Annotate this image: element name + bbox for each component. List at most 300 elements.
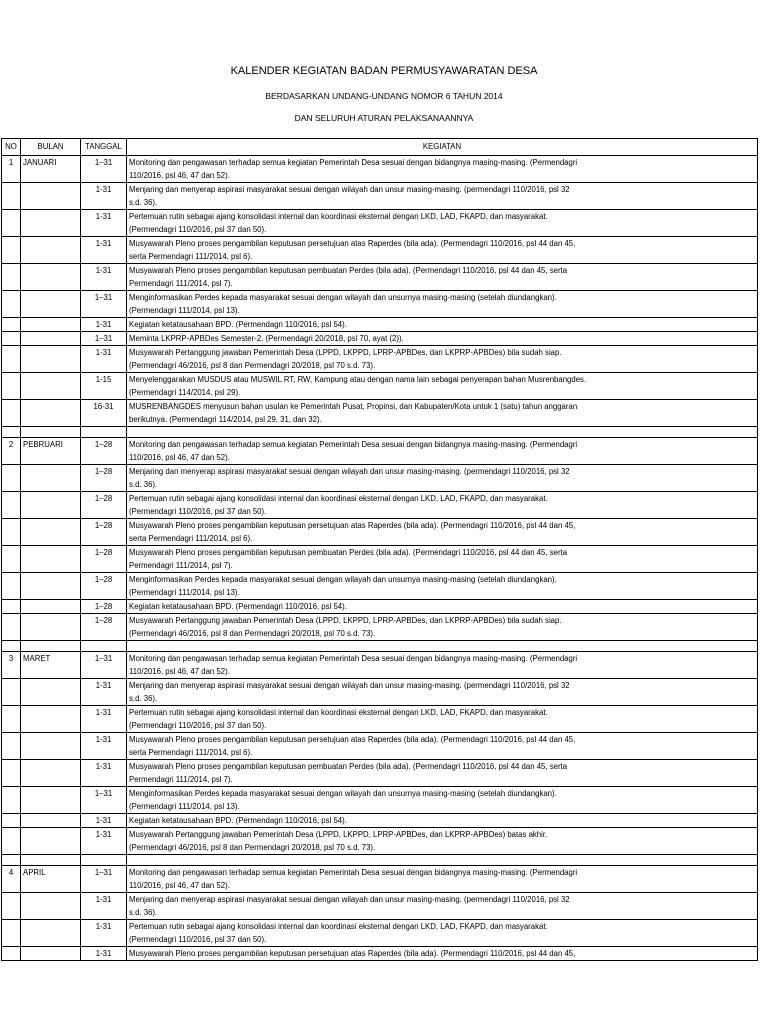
row-month (21, 746, 81, 760)
row-activity: Menjaring dan menyerap aspirasi masyarakat sesuai dengan wilayah dan unsur masing-masing. (permendagri 110/2016, psl 32 (127, 893, 758, 907)
row-number (2, 559, 21, 573)
row-number (2, 332, 21, 346)
row-month (21, 373, 81, 387)
row-date-range (81, 505, 127, 519)
row-date-range: 1–31 (81, 866, 127, 880)
row-number (2, 614, 21, 628)
row-date-range (81, 277, 127, 291)
row-month (21, 692, 81, 706)
empty-cell (127, 855, 758, 866)
row-date-range (81, 196, 127, 210)
row-date-range: 1-31 (81, 733, 127, 747)
row-activity: Musyawarah Pleno proses pengambilan keputusan pembuatan Perdes (bila ada). (Permendagri 110/2016, psl 44 dan 45, serta (127, 760, 758, 774)
row-activity: Musyawarah Pleno proses pengambilan keputusan persetujuan atas Raperdes (bila ada). (Permendagri 110/2016, psl 44 dan 45, (127, 733, 758, 747)
row-activity: MUSRENBANGDES menyusun bahan usulan ke Pemerintah Pusat, Propinsi, dan Kabupaten/Kota untuk 1 (satu) tahun anggaran (127, 400, 758, 414)
row-activity: (Permendagri 111/2014, psl 13). (127, 800, 758, 814)
column-header-bulan: BULAN (21, 139, 81, 156)
table-row (2, 546, 758, 560)
table-row (2, 773, 758, 787)
table-row (2, 920, 758, 934)
row-activity: Musyawarah Pertanggung jawaban Pemerintah Desa (LPPD, LKPPD, LPRP-APBDes, dan LKPRP-APBDes) batas akhir. (127, 828, 758, 842)
row-date-range (81, 359, 127, 373)
row-activity: Monitoring dan pengawasan terhadap semua kegiatan Pemerintah Desa sesuai dengan bidangnya masing-masing. (Permendagri (127, 866, 758, 880)
row-date-range (81, 933, 127, 947)
row-activity: Musyawarah Pleno proses pengambilan keputusan pembuatan Perdes (bila ada). (Permendagri 110/2016, psl 44 dan 45, serta (127, 546, 758, 560)
row-number: 2 (2, 438, 21, 452)
row-month (21, 465, 81, 479)
row-month: PEBRUARI (21, 438, 81, 452)
row-month (21, 627, 81, 641)
row-month (21, 814, 81, 828)
row-number (2, 665, 21, 679)
row-number (2, 237, 21, 251)
table-body (2, 156, 758, 961)
row-date-range: 1-31 (81, 814, 127, 828)
table-row (2, 532, 758, 546)
row-month (21, 773, 81, 787)
row-number (2, 451, 21, 465)
row-date-range: 1–28 (81, 519, 127, 533)
table-row (2, 264, 758, 278)
table-row (2, 156, 758, 170)
row-month (21, 841, 81, 855)
table-row (2, 652, 758, 666)
row-date-range (81, 451, 127, 465)
table-row (2, 719, 758, 733)
row-date-range (81, 627, 127, 641)
empty-cell (2, 855, 21, 866)
row-month (21, 386, 81, 400)
row-activity: 110/2016, psl 46, 47 dan 52). (127, 879, 758, 893)
row-date-range: 1–28 (81, 614, 127, 628)
column-header-no: NO (2, 139, 21, 156)
row-number (2, 828, 21, 842)
table-row (2, 332, 758, 346)
column-header-kegiatan: KEGIATAN (127, 139, 758, 156)
table-row (2, 614, 758, 628)
row-date-range: 1–31 (81, 652, 127, 666)
row-month: MARET (21, 652, 81, 666)
row-date-range (81, 169, 127, 183)
row-activity: Musyawarah Pertanggung jawaban Pemerintah Desa (LPPD, LKPPD, LPRP-APBDes, dan LKPRP-APBDes) bila sudah siap. (127, 346, 758, 360)
empty-cell (81, 427, 127, 438)
row-activity: (Permendagri 111/2014, psl 13). (127, 304, 758, 318)
table-row (2, 760, 758, 774)
row-number (2, 627, 21, 641)
row-number (2, 505, 21, 519)
row-activity: s.d. 36). (127, 692, 758, 706)
row-date-range (81, 559, 127, 573)
row-date-range: 1-31 (81, 706, 127, 720)
row-month (21, 546, 81, 560)
row-number (2, 492, 21, 506)
row-activity: s.d. 36). (127, 906, 758, 920)
table-row (2, 346, 758, 360)
row-number (2, 277, 21, 291)
row-activity: Menjaring dan menyerap aspirasi masyarakat sesuai dengan wilayah dan unsur masing-masing. (permendagri 110/2016, psl 32 (127, 465, 758, 479)
row-number (2, 933, 21, 947)
row-month (21, 210, 81, 224)
row-number (2, 760, 21, 774)
row-month (21, 600, 81, 614)
empty-cell (2, 641, 21, 652)
row-month (21, 947, 81, 961)
table-row (2, 277, 758, 291)
row-activity: s.d. 36). (127, 196, 758, 210)
table-row (2, 183, 758, 197)
row-activity: Menginformasikan Perdes kepada masyarakat sesuai dengan wilayah dan unsurnya masing-masing (setelah diundangkan). (127, 573, 758, 587)
row-number (2, 373, 21, 387)
row-date-range (81, 386, 127, 400)
row-month (21, 706, 81, 720)
table-row (2, 505, 758, 519)
row-activity: Monitoring dan pengawasan terhadap semua kegiatan Pemerintah Desa sesuai dengan bidangnya masing-masing. (Permendagri (127, 438, 758, 452)
row-date-range (81, 841, 127, 855)
row-date-range: 1-31 (81, 893, 127, 907)
row-number (2, 719, 21, 733)
row-activity: (Permendagri 110/2016, psl 37 dan 50). (127, 719, 758, 733)
table-row (2, 933, 758, 947)
table-row (2, 800, 758, 814)
row-number (2, 264, 21, 278)
row-number (2, 183, 21, 197)
row-date-range (81, 413, 127, 427)
row-activity: Permendagri 111/2014, psl 7). (127, 277, 758, 291)
row-number (2, 800, 21, 814)
row-number (2, 478, 21, 492)
table-row (2, 879, 758, 893)
table-row (2, 665, 758, 679)
table-row (2, 679, 758, 693)
row-number (2, 773, 21, 787)
row-month (21, 719, 81, 733)
row-month: JANUARI (21, 156, 81, 170)
row-activity: (Permendagri 110/2016, psl 37 dan 50). (127, 933, 758, 947)
row-number (2, 223, 21, 237)
row-date-range: 1-31 (81, 318, 127, 332)
row-date-range: 1-31 (81, 183, 127, 197)
row-month (21, 413, 81, 427)
row-date-range (81, 879, 127, 893)
document-title: KALENDER KEGIATAN BADAN PERMUSYAWARATAN DESA (230, 65, 538, 77)
month-spacer-row (2, 855, 758, 866)
row-date-range: 1-31 (81, 264, 127, 278)
row-date-range: 1-31 (81, 237, 127, 251)
table-row (2, 573, 758, 587)
month-spacer-row (2, 641, 758, 652)
row-month (21, 800, 81, 814)
row-number (2, 546, 21, 560)
row-number (2, 906, 21, 920)
row-date-range: 1–31 (81, 332, 127, 346)
row-activity: Menjaring dan menyerap aspirasi masyarakat sesuai dengan wilayah dan unsur masing-masing. (permendagri 110/2016, psl 32 (127, 183, 758, 197)
row-month (21, 586, 81, 600)
row-number (2, 210, 21, 224)
table-row (2, 373, 758, 387)
row-number (2, 169, 21, 183)
row-activity: (Permendagri 114/2014, psl 29). (127, 386, 758, 400)
row-number (2, 359, 21, 373)
row-date-range (81, 250, 127, 264)
row-number (2, 787, 21, 801)
row-month (21, 223, 81, 237)
row-number: 3 (2, 652, 21, 666)
table-row (2, 400, 758, 414)
row-activity: berikutnya. (Permendagri 114/2014, psl 29, 31, dan 32). (127, 413, 758, 427)
row-date-range: 1-31 (81, 920, 127, 934)
row-activity: Kegiatan ketatausahaan BPD. (Permendagri 110/2016, psl 54). (127, 600, 758, 614)
empty-cell (81, 855, 127, 866)
table-row (2, 250, 758, 264)
row-month (21, 933, 81, 947)
row-date-range: 1-31 (81, 828, 127, 842)
row-month (21, 679, 81, 693)
row-month (21, 400, 81, 414)
row-activity: Pertemuan rutin sebagai ajang konsolidasi internal dan koordinasi eksternal dengan LKD, LAD, FKAPD, dan masyarakat. (127, 492, 758, 506)
row-activity: Musyawarah Pleno proses pengambilan keputusan persetujuan atas Raperdes (bila ada). (Permendagri 110/2016, psl 44 dan 45, (127, 237, 758, 251)
row-month (21, 250, 81, 264)
table-row (2, 600, 758, 614)
row-date-range: 1–31 (81, 291, 127, 305)
table-row (2, 787, 758, 801)
row-activity: (Permendagri 46/2016, psl 8 dan Permendagri 20/2018, psl 70 s.d. 73). (127, 841, 758, 855)
row-number (2, 920, 21, 934)
table-row (2, 586, 758, 600)
row-number (2, 346, 21, 360)
table-row (2, 559, 758, 573)
row-activity: 110/2016, psl 46, 47 dan 52). (127, 451, 758, 465)
row-month (21, 519, 81, 533)
row-month (21, 879, 81, 893)
row-date-range (81, 478, 127, 492)
row-activity: (Permendagri 110/2016, psl 37 dan 50). (127, 505, 758, 519)
row-activity: Musyawarah Pleno proses pengambilan keputusan pembuatan Perdes (bila ada). (Permendagri 110/2016, psl 44 dan 45, serta (127, 264, 758, 278)
row-date-range (81, 746, 127, 760)
table-row (2, 413, 758, 427)
row-activity: Monitoring dan pengawasan terhadap semua kegiatan Pemerintah Desa sesuai dengan bidangnya masing-masing. (Permendagri (127, 156, 758, 170)
row-month (21, 787, 81, 801)
row-month (21, 359, 81, 373)
table-header-row (2, 139, 758, 156)
document-subtitle-2: DAN SELURUH ATURAN PELAKSANAANNYA (294, 113, 474, 123)
month-spacer-row (2, 427, 758, 438)
row-activity: Musyawarah Pertanggung jawaban Pemerintah Desa (LPPD, LKPPD, LPRP-APBDes, dan LKPRP-APBDes) bila sudah siap. (127, 614, 758, 628)
row-month (21, 346, 81, 360)
row-month (21, 451, 81, 465)
table-row (2, 519, 758, 533)
empty-cell (81, 641, 127, 652)
empty-cell (127, 641, 758, 652)
table-row (2, 169, 758, 183)
row-month (21, 183, 81, 197)
row-date-range: 1-31 (81, 346, 127, 360)
row-month (21, 264, 81, 278)
row-number (2, 386, 21, 400)
row-month (21, 760, 81, 774)
table-row (2, 828, 758, 842)
row-date-range (81, 223, 127, 237)
row-number (2, 400, 21, 414)
empty-cell (21, 427, 81, 438)
row-date-range (81, 692, 127, 706)
row-date-range (81, 719, 127, 733)
row-date-range: 1–28 (81, 573, 127, 587)
row-date-range: 1-15 (81, 373, 127, 387)
row-number (2, 465, 21, 479)
row-month (21, 492, 81, 506)
row-month: APRIL (21, 866, 81, 880)
row-date-range: 1–31 (81, 787, 127, 801)
row-date-range: 1–28 (81, 600, 127, 614)
row-date-range: 1–28 (81, 465, 127, 479)
row-activity: s.d. 36). (127, 478, 758, 492)
table-row (2, 291, 758, 305)
empty-cell (21, 641, 81, 652)
row-activity: (Permendagri 46/2016, psl 8 dan Permendagri 20/2018, psl 70 s.d. 73). (127, 359, 758, 373)
table-row (2, 814, 758, 828)
row-number (2, 947, 21, 961)
row-month (21, 478, 81, 492)
row-activity: Musyawarah Pleno proses pengambilan keputusan persetujuan atas Raperdes (bila ada). (Permendagri 110/2016, psl 44 dan 45, (127, 519, 758, 533)
row-activity: Monitoring dan pengawasan terhadap semua kegiatan Pemerintah Desa sesuai dengan bidangnya masing-masing. (Permendagri (127, 652, 758, 666)
table-row (2, 492, 758, 506)
row-month (21, 906, 81, 920)
row-number: 1 (2, 156, 21, 170)
row-number (2, 746, 21, 760)
table-row (2, 866, 758, 880)
table-row (2, 438, 758, 452)
empty-cell (2, 427, 21, 438)
row-activity: (Permendagri 111/2014, psl 13). (127, 586, 758, 600)
row-month (21, 169, 81, 183)
row-month (21, 828, 81, 842)
row-activity: Meminta LKPRP-APBDes Semester-2. (Permendagri 20/2018, psl 70, ayat (2)). (127, 332, 758, 346)
table-row (2, 841, 758, 855)
table-row (2, 318, 758, 332)
row-number (2, 291, 21, 305)
row-month (21, 237, 81, 251)
row-number (2, 196, 21, 210)
row-month (21, 196, 81, 210)
table-row (2, 465, 758, 479)
table-row (2, 451, 758, 465)
row-activity: Pertemuan rutin sebagai ajang konsolidasi internal dan koordinasi eksternal dengan LKD, LAD, FKAPD, dan masyarakat. (127, 210, 758, 224)
row-activity: Menjaring dan menyerap aspirasi masyarakat sesuai dengan wilayah dan unsur masing-masing. (permendagri 110/2016, psl 32 (127, 679, 758, 693)
row-month (21, 920, 81, 934)
row-activity: 110/2016, psl 46, 47 dan 52). (127, 169, 758, 183)
empty-cell (127, 427, 758, 438)
row-activity: serta Permendagri 111/2014, psl 6). (127, 250, 758, 264)
row-date-range (81, 304, 127, 318)
row-activity: Menyelenggarakan MUSDUS atau MUSWIL RT, RW, Kampung atau dengan nama lain sebagai penyerapan bahan Musrenbangdes. (127, 373, 758, 387)
row-activity: Pertemuan rutin sebagai ajang konsolidasi internal dan koordinasi eksternal dengan LKD, LAD, FKAPD, dan masyarakat. (127, 920, 758, 934)
row-month (21, 332, 81, 346)
row-month (21, 318, 81, 332)
table-row (2, 210, 758, 224)
row-date-range (81, 773, 127, 787)
row-activity: Pertemuan rutin sebagai ajang konsolidasi internal dan koordinasi eksternal dengan LKD, LAD, FKAPD, dan masyarakat. (127, 706, 758, 720)
table-row (2, 237, 758, 251)
row-date-range: 1-31 (81, 679, 127, 693)
column-header-tanggal: TANGGAL (81, 139, 127, 156)
row-month (21, 665, 81, 679)
table-row (2, 304, 758, 318)
table-row (2, 947, 758, 961)
row-number (2, 250, 21, 264)
row-activity: Kegiatan ketatausahaan BPD. (Permendagri 110/2016, psl 54). (127, 814, 758, 828)
row-activity: (Permendagri 110/2016, psl 37 dan 50). (127, 223, 758, 237)
table-row (2, 386, 758, 400)
table-row (2, 627, 758, 641)
row-month (21, 733, 81, 747)
row-activity: Menginformasikan Perdes kepada masyarakat sesuai dengan wilayah dan unsurnya masing-masing (setelah diundangkan). (127, 787, 758, 801)
row-date-range: 1–28 (81, 438, 127, 452)
row-number (2, 586, 21, 600)
table-row (2, 706, 758, 720)
row-number (2, 304, 21, 318)
row-date-range (81, 906, 127, 920)
row-number (2, 413, 21, 427)
empty-cell (21, 855, 81, 866)
row-date-range (81, 800, 127, 814)
row-activity: (Permendagri 46/2016, psl 8 dan Permendagri 20/2018, psl 70 s.d. 73). (127, 627, 758, 641)
row-month (21, 573, 81, 587)
row-date-range (81, 665, 127, 679)
table-row (2, 746, 758, 760)
table-row (2, 692, 758, 706)
table-row (2, 359, 758, 373)
row-month (21, 291, 81, 305)
row-number (2, 600, 21, 614)
row-number (2, 814, 21, 828)
table-row (2, 478, 758, 492)
row-number (2, 573, 21, 587)
row-number (2, 733, 21, 747)
row-activity: 110/2016, psl 46, 47 dan 52). (127, 665, 758, 679)
row-activity: serta Permendagri 111/2014, psl 6). (127, 532, 758, 546)
table-row (2, 223, 758, 237)
row-activity: Menginformasikan Perdes kepada masyarakat sesuai dengan wilayah dan unsurnya masing-masing (setelah diundangkan). (127, 291, 758, 305)
row-activity: Kegiatan ketatausahaan BPD. (Permendagri 110/2016, psl 54). (127, 318, 758, 332)
row-number: 4 (2, 866, 21, 880)
row-month (21, 505, 81, 519)
row-month (21, 614, 81, 628)
row-date-range: 1-31 (81, 760, 127, 774)
row-number (2, 706, 21, 720)
row-activity: Musyawarah Pleno proses pengambilan keputusan persetujuan atas Raperdes (bila ada). (Permendagri 110/2016, psl 44 dan 45, (127, 947, 758, 961)
row-date-range (81, 586, 127, 600)
row-month (21, 532, 81, 546)
table-row (2, 893, 758, 907)
row-date-range: 1–28 (81, 546, 127, 560)
row-activity: serta Permendagri 111/2014, psl 6). (127, 746, 758, 760)
table-row (2, 733, 758, 747)
row-month (21, 304, 81, 318)
row-number (2, 893, 21, 907)
row-date-range: 1-31 (81, 210, 127, 224)
activity-calendar-table (1, 138, 758, 961)
row-month (21, 559, 81, 573)
row-month (21, 893, 81, 907)
table-row (2, 906, 758, 920)
row-date-range (81, 532, 127, 546)
row-number (2, 841, 21, 855)
document-subtitle-1: BERDASARKAN UNDANG-UNDANG NOMOR 6 TAHUN 2014 (265, 91, 503, 101)
row-number (2, 692, 21, 706)
row-number (2, 879, 21, 893)
row-date-range: 1–28 (81, 492, 127, 506)
document-header (0, 63, 768, 124)
